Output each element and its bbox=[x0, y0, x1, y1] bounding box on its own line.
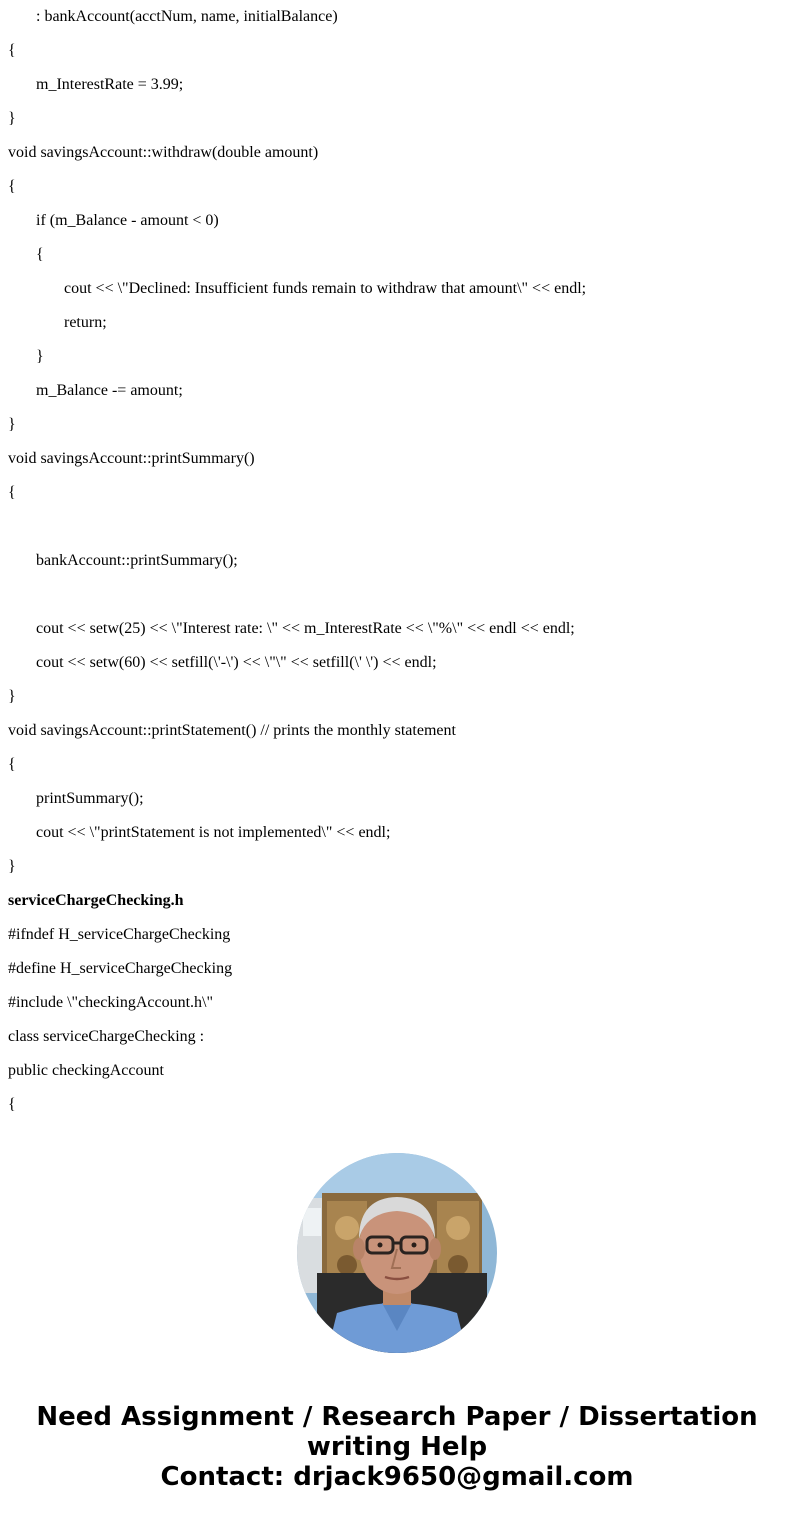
code-line: cout << setw(25) << \"Interest rate: \" << m_InterestRate << \"%\" << endl << endl; bbox=[36, 620, 575, 637]
code-line: #include \"checkingAccount.h\" bbox=[8, 994, 213, 1011]
promo-contact: Contact: drjack9650@gmail.com bbox=[160, 1462, 634, 1492]
code-line-blank bbox=[8, 578, 788, 612]
person-photo-icon bbox=[297, 1153, 497, 1353]
code-listing bbox=[8, 0, 788, 1122]
code-line: cout << \"Declined: Insufficient funds remain to withdraw that amount\" << endl; bbox=[64, 280, 587, 297]
code-line: } bbox=[8, 110, 16, 127]
code-line: void savingsAccount::printStatement() // prints the monthly statement bbox=[8, 722, 456, 739]
code-line: { bbox=[36, 246, 44, 263]
code-line: { bbox=[8, 484, 16, 501]
code-line: } bbox=[8, 688, 16, 705]
code-line: if (m_Balance - amount < 0) bbox=[36, 212, 219, 229]
code-line: { bbox=[8, 1096, 16, 1113]
code-line-blank bbox=[8, 510, 788, 544]
code-line: printSummary(); bbox=[36, 790, 144, 807]
code-line: } bbox=[8, 858, 16, 875]
code-line: m_Balance -= amount; bbox=[36, 382, 183, 399]
promo-line-1: Need Assignment / Research Paper / Dissertation bbox=[36, 1402, 758, 1432]
code-line: void savingsAccount::printSummary() bbox=[8, 450, 255, 467]
code-line: return; bbox=[64, 314, 107, 331]
code-line: cout << \"printStatement is not implemented\" << endl; bbox=[36, 824, 391, 841]
promo-line-2: writing Help bbox=[306, 1432, 488, 1462]
code-line: bankAccount::printSummary(); bbox=[36, 552, 238, 569]
code-line: void savingsAccount::withdraw(double amount) bbox=[8, 144, 319, 161]
avatar bbox=[297, 1153, 497, 1353]
code-line: { bbox=[8, 178, 16, 195]
code-line: } bbox=[8, 416, 16, 433]
code-line: cout << setw(60) << setfill(\'-\') << \"\" << setfill(\' \') << endl; bbox=[36, 654, 437, 671]
code-line: : bankAccount(acctNum, name, initialBalance) bbox=[36, 8, 338, 25]
code-line: { bbox=[8, 42, 16, 59]
file-heading: serviceChargeChecking.h bbox=[8, 892, 184, 909]
code-line: } bbox=[36, 348, 44, 365]
code-line: { bbox=[8, 756, 16, 773]
promo-banner bbox=[0, 1402, 794, 1492]
code-line: public checkingAccount bbox=[8, 1062, 164, 1079]
code-line: m_InterestRate = 3.99; bbox=[36, 76, 184, 93]
code-line: #define H_serviceChargeChecking bbox=[8, 960, 233, 977]
code-line: class serviceChargeChecking : bbox=[8, 1028, 205, 1045]
code-line: #ifndef H_serviceChargeChecking bbox=[8, 926, 231, 943]
